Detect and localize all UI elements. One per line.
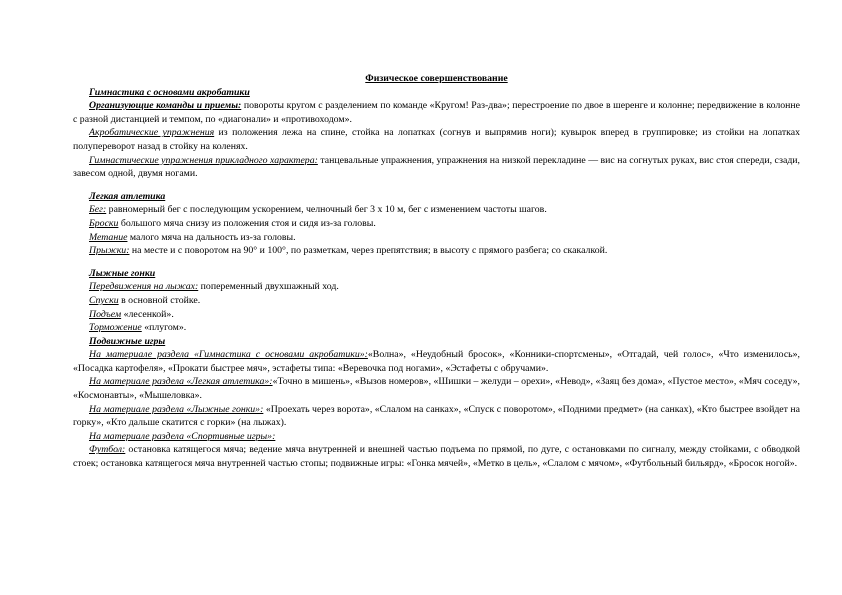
term-jumps: Прыжки: <box>89 245 130 257</box>
paragraph-toss <box>73 231 800 245</box>
text-applied: танцевальные упражнения, упражнения на низкой перекладине — вис на согнутых руках, вис стоя спереди, сзади, завесом одной, двумя ногами. <box>73 154 801 180</box>
term-toss: Метание <box>89 231 128 243</box>
section-heading-athletics: Легкая атлетика <box>89 190 166 202</box>
paragraph-ski-moves <box>73 280 800 294</box>
text-descents: в основной стойке. <box>118 294 201 306</box>
term-games-athletics: На материале раздела «Легкая атлетика»: <box>89 376 273 388</box>
paragraph-games-gymnastics <box>73 348 800 375</box>
paragraph-games-skiing <box>73 403 800 430</box>
term-games-gymnastics: На материале раздела «Гимнастика с основами акробатики»: <box>89 349 368 361</box>
paragraph-applied <box>73 154 800 181</box>
text-games-athletics: «Точно в мишень», «Вызов номеров», «Шишки – желуди – орехи», «Невод», «Заяц без дома», «Пустое место», «Мяч соседу», «Космонавты», «Мышеловка». <box>73 376 800 402</box>
paragraph-climb <box>73 308 800 322</box>
text-braking: «плугом». <box>141 322 187 334</box>
term-games-sports: На материале раздела «Спортивные игры»: <box>89 430 276 442</box>
term-descents: Спуски <box>89 294 119 306</box>
term-commands: Организующие команды и приемы: <box>89 100 242 112</box>
term-ski-moves: Передвижения на лыжах: <box>89 281 199 293</box>
text-commands: повороты кругом с разделением по команде «Кругом! Раз-два»; перестроение по двое в шеренге и колонне; передвижение в колонне с разной дистанцией и темпом, по «диагонали» и «противоходом». <box>73 100 800 125</box>
section-heading-games: Подвижные игры <box>89 335 166 347</box>
paragraph-run <box>73 203 800 217</box>
paragraph-descents <box>73 294 800 308</box>
text-games-skiing: «Проехать через ворота», «Слалом на санках», «Спуск с поворотом», «Подними предмет» (на санках), «Кто быстрее взойдет на горку», «Кто дальше скатится с горки» (на лыжах). <box>73 403 801 429</box>
text-jumps: на месте и с поворотом на 90° и 100°, по разметкам, через препятствия; в высоту с прямого разбега; со скакалкой. <box>129 245 608 257</box>
text-football: остановка катящегося мяча; ведение мяча внутренней и внешней частью подъема по прямой, по дуге, с остановками по сигналу, между стойками, с обводкой стоек; остановка катящегося мяча внутренней частью стопы; подвижные игры: «Гонка мячей», «Метко в цель», «Слалом с мячом», «Футбольный бильярд», «Бросок ногой». <box>73 444 800 470</box>
paragraph-games-athletics <box>73 375 800 402</box>
paragraph-football <box>73 443 800 470</box>
term-climb: Подъем <box>89 308 122 320</box>
term-football: Футбол: <box>89 444 126 456</box>
paragraph-jumps <box>73 244 800 258</box>
text-climb: «лесенкой». <box>121 308 174 320</box>
term-applied: Гимнастические упражнения прикладного характера: <box>89 154 318 166</box>
term-throws: Броски <box>89 217 119 229</box>
section-heading-skiing: Лыжные гонки <box>89 267 156 279</box>
section-heading-gymnastics: Гимнастика с основами акробатики <box>89 86 250 98</box>
text-throws: большого мяча снизу из положения стоя и сидя из-за головы. <box>118 217 376 229</box>
paragraph-throws <box>73 217 800 231</box>
paragraph-games-sports <box>73 430 800 444</box>
text-toss: малого мяча на дальность из-за головы. <box>127 231 296 243</box>
text-ski-moves: попеременный двухшажный ход. <box>198 281 339 293</box>
paragraph-acrobatics <box>73 126 800 153</box>
paragraph-braking <box>73 321 800 335</box>
term-games-skiing: На материале раздела «Лыжные гонки»: <box>89 403 264 415</box>
document-body <box>73 72 800 471</box>
paragraph-commands <box>73 99 800 126</box>
term-acrobatics: Акробатические упражнения <box>89 127 215 139</box>
term-braking: Торможение <box>89 322 142 334</box>
page-title: Физическое совершенствование <box>365 73 508 84</box>
text-acrobatics: из положения лежа на спине, стойка на лопатках (согнув и выпрямив ноги); кувырок вперед в группировке; из стойки на лопатках полупереворот назад в стойку на коленях. <box>73 127 800 152</box>
term-run: Бег: <box>89 204 107 216</box>
text-games-gymnastics: «Волна», «Неудобный бросок», «Конники-спортсмены», «Отгадай, чей голос», «Что изменилось», «Посадка картофеля», «Прокати быстрее мяч», эстафеты типа: «Веревочка под ногами», «Эстафеты с обручами». <box>73 349 800 374</box>
text-run: равномерный бег с последующим ускорением, челночный бег 3 х 10 м, бег с изменением частоты шагов. <box>106 204 547 216</box>
